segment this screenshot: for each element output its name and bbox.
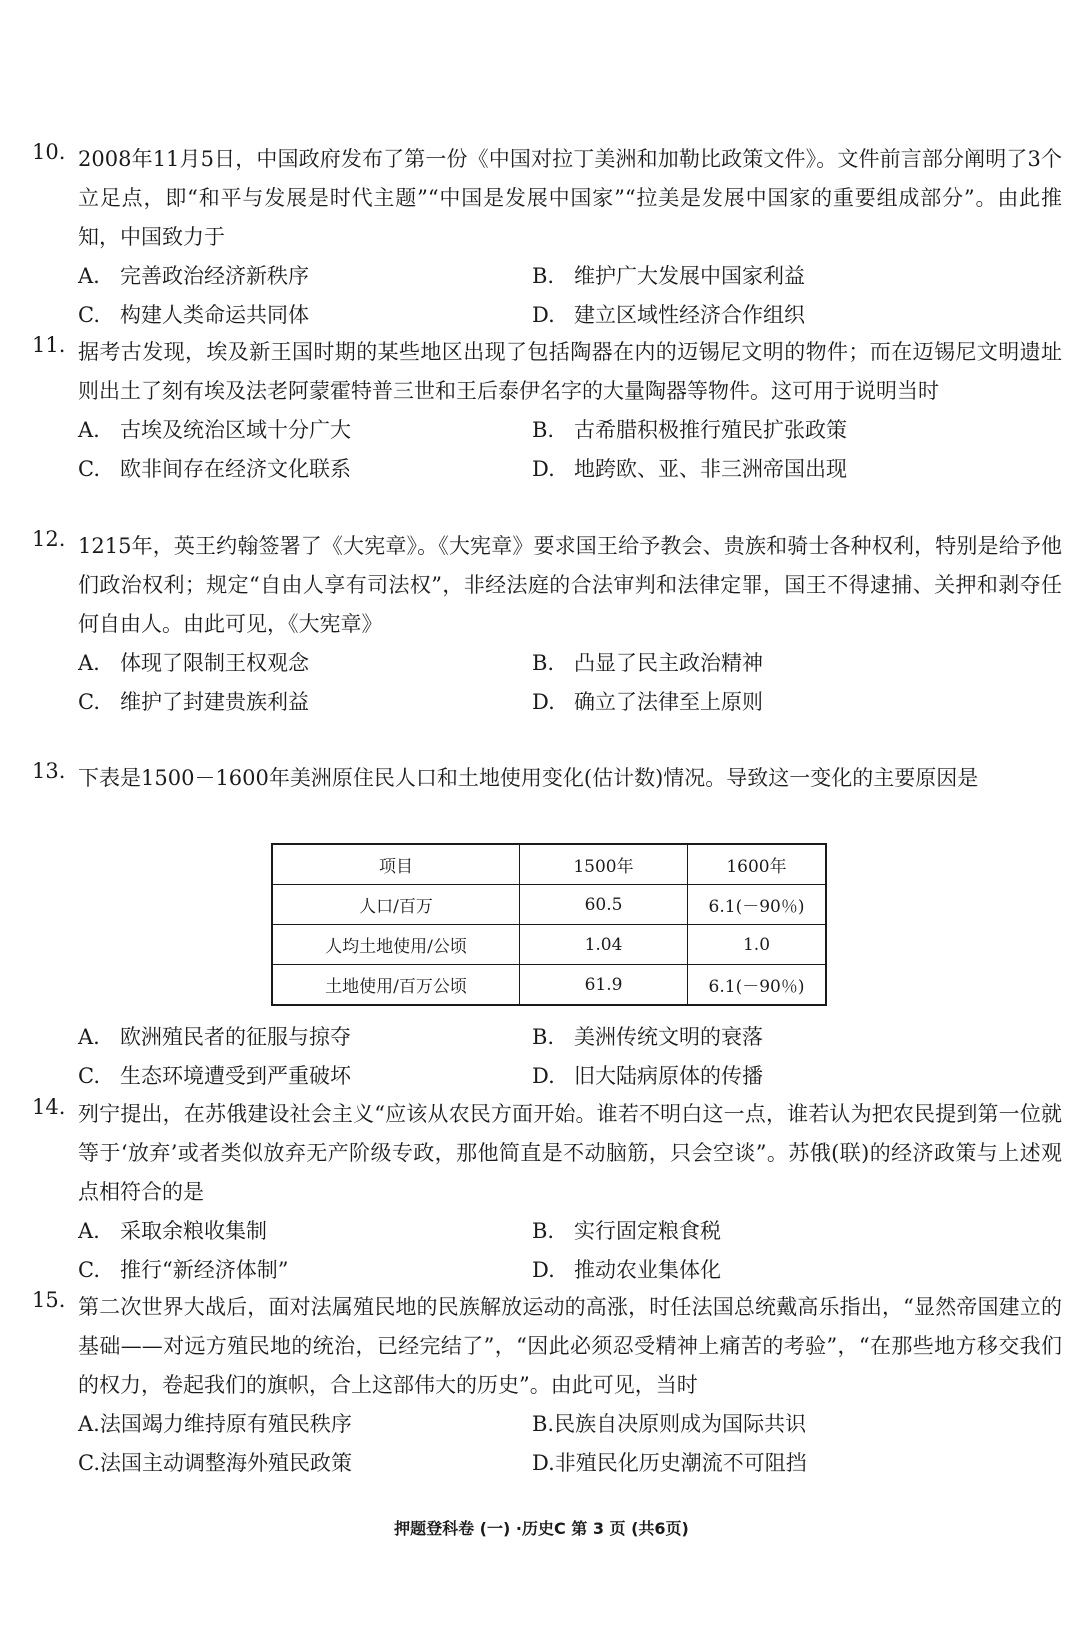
table-row [272,925,826,965]
table-cell: 6.1(－90％) [688,965,827,1006]
option-a: A. 体现了限制王权观念 [78,651,309,675]
table-header-cell: 1500年 [520,844,688,885]
question-15 [32,1288,1062,1483]
option-a: A. 完善政治经济新秩序 [78,264,309,288]
option-d: D. 推动农业集体化 [532,1258,721,1282]
option-c: C.法国主动调整海外殖民政策 [78,1451,352,1475]
table-header-cell: 项目 [272,844,520,885]
question-13 [32,759,1062,798]
page-footer: 押题登科卷 (一) ·历史C 第 3 页 (共6页) [394,1519,689,1538]
options [78,644,1062,722]
option-b: B. 美洲传统文明的衰落 [532,1025,763,1049]
options [78,1405,1062,1483]
question-number: 11. [32,333,66,357]
question-text: 列宁提出，在苏俄建设社会主义“应该从农民方面开始。谁若不明白这一点，谁若认为把农民提到第一位就等于‘放弃’或者类似放弃无产阶级专政，那他简直是不动脑筋，只会空谈”。苏俄(联)的经济政策与上述观点相符合的是 [78,1102,1062,1204]
option-c: C. 欧非间存在经济文化联系 [78,457,351,481]
option-b: B. 实行固定粮食税 [532,1219,721,1243]
table-cell: 人均土地使用/公顷 [272,925,520,965]
table-cell: 60.5 [520,885,688,925]
question-number: 15. [32,1288,66,1312]
question-text: 第二次世界大战后，面对法属殖民地的民族解放运动的高涨，时任法国总统戴高乐指出，“显然帝国建立的基础——对远方殖民地的统治，已经完结了”，“因此必须忍受精神上痛苦的考验”，“在那些地方移交我们的权力，卷起我们的旗帜，合上这部伟大的历史”。由此可见，当时 [78,1295,1062,1397]
table-cell: 61.9 [520,965,688,1006]
question-14 [32,1095,1062,1290]
option-c: C. 推行“新经济体制” [78,1258,289,1282]
table-header-cell: 1600年 [688,844,827,885]
question-10 [32,140,1062,335]
table-cell: 1.04 [520,925,688,965]
table-header-row [272,844,826,885]
option-d: D. 确立了法律至上原则 [532,690,763,714]
option-d: D. 地跨欧、亚、非三洲帝国出现 [532,457,847,481]
option-b: B. 维护广大发展中国家利益 [532,264,805,288]
question-number: 12. [32,527,66,551]
question-number: 14. [32,1095,66,1119]
option-c: C. 构建人类命运共同体 [78,303,309,327]
option-b: B. 古希腊积极推行殖民扩张政策 [532,418,847,442]
question-number: 13. [32,759,66,783]
option-d: D. 建立区域性经济合作组织 [532,303,805,327]
option-b: B. 凸显了民主政治精神 [532,651,763,675]
table-row [272,965,826,1006]
table-cell: 6.1(－90％) [688,885,827,925]
options [78,411,1062,489]
option-d: D. 旧大陆病原体的传播 [532,1064,763,1088]
table-row [272,885,826,925]
question-text: 1215年，英王约翰签署了《大宪章》。《大宪章》要求国王给予教会、贵族和骑士各种权利，特别是给予他们政治权利；规定“自由人享有司法权”，非经法庭的合法审判和法律定罪，国王不得逮捕、关押和剥夺任何自由人。由此可见，《大宪章》 [78,534,1062,636]
table-cell: 土地使用/百万公顷 [272,965,520,1006]
option-a: A.法国竭力维持原有殖民秩序 [78,1412,352,1436]
question-text: 2008年11月5日，中国政府发布了第一份《中国对拉丁美洲和加勒比政策文件》。文件前言部分阐明了3个立足点，即“和平与发展是时代主题”“中国是发展中国家”“拉美是发展中国家的重要组成部分”。由此推知，中国致力于 [78,147,1062,249]
table-cell: 人口/百万 [272,885,520,925]
question-13-options [32,1018,1062,1096]
question-text: 下表是1500－1600年美洲原住民人口和土地使用变化(估计数)情况。导致这一变化的主要原因是 [78,766,979,790]
option-a: A. 欧洲殖民者的征服与掠夺 [78,1025,351,1049]
table-cell: 1.0 [688,925,827,965]
question-text: 据考古发现，埃及新王国时期的某些地区出现了包括陶器在内的迈锡尼文明的物件；而在迈锡尼文明遗址则出土了刻有埃及法老阿蒙霍特普三世和王后泰伊名字的大量陶器等物件。这可用于说明当时 [78,340,1062,403]
option-a: A. 古埃及统治区域十分广大 [78,418,351,442]
option-d: D.非殖民化历史潮流不可阻挡 [532,1451,807,1475]
question-11 [32,333,1062,489]
population-table [271,843,827,1006]
options [78,257,1062,335]
option-c: C. 维护了封建贵族利益 [78,690,309,714]
question-12 [32,527,1062,722]
option-c: C. 生态环境遭受到严重破坏 [78,1064,351,1088]
options [78,1018,1062,1096]
option-b: B.民族自决原则成为国际共识 [532,1412,807,1436]
options [78,1212,1062,1290]
question-number: 10. [32,140,66,164]
option-a: A. 采取余粮收集制 [78,1219,267,1243]
